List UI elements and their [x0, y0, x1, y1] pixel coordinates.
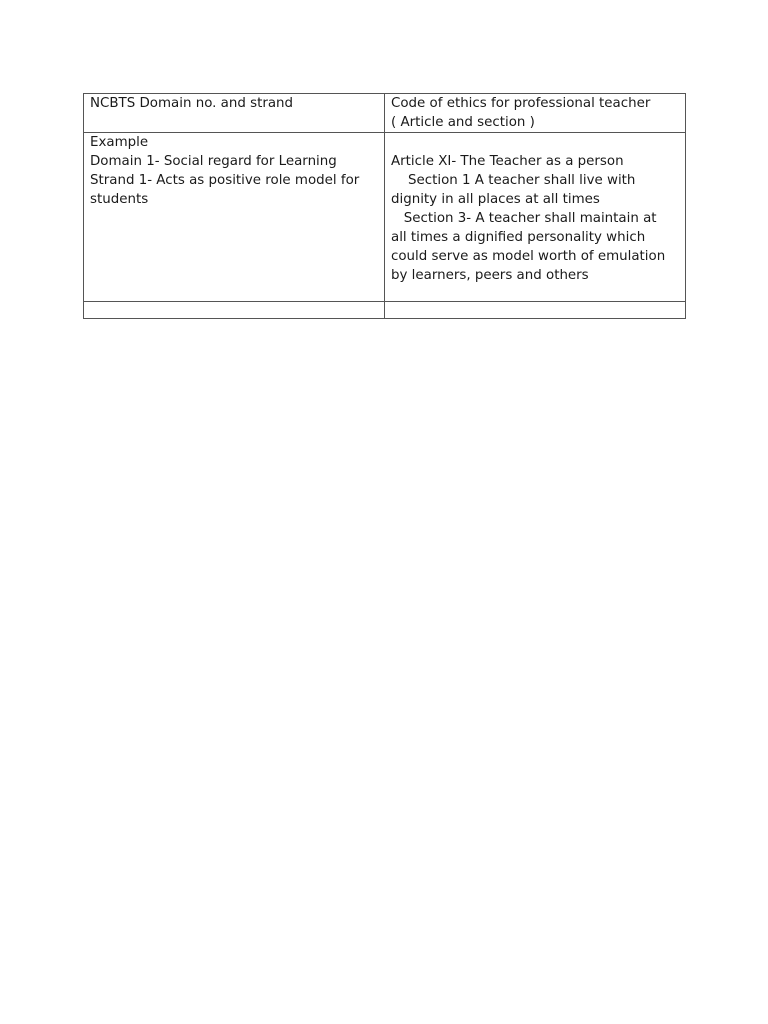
- text-line: by learners, peers and others: [391, 268, 589, 283]
- table-row: [84, 133, 686, 302]
- blank-line: [391, 133, 679, 152]
- text-line: Example: [90, 135, 149, 150]
- empty-cell-left: [84, 302, 385, 319]
- header-ncbts-text: NCBTS Domain no. and strand: [90, 96, 294, 111]
- text-line: Section 3- A teacher shall maintain at: [391, 211, 657, 226]
- ethics-table: [83, 93, 686, 319]
- table-row-empty: [84, 302, 686, 319]
- text-line: students: [90, 192, 149, 207]
- cell-domain-strand: [84, 133, 385, 302]
- cell-article-section: [385, 133, 686, 302]
- text-line: dignity in all places at all times: [391, 192, 600, 207]
- header-cell-ncbts: [84, 94, 385, 133]
- text-line: Section 1 A teacher shall live with: [391, 173, 636, 188]
- text-line: all times a dignified personality which: [391, 230, 646, 245]
- text-line: Domain 1- Social regard for Learning: [90, 154, 337, 169]
- empty-cell-right: [385, 302, 686, 319]
- header-code-line-1: Code of ethics for professional teacher: [391, 96, 651, 111]
- header-cell-code-of-ethics: [385, 94, 686, 133]
- text-line: Article XI- The Teacher as a person: [391, 154, 624, 169]
- table-header-row: [84, 94, 686, 133]
- text-line: Strand 1- Acts as positive role model for: [90, 173, 360, 188]
- header-code-line-2: ( Article and section ): [391, 115, 535, 130]
- text-line: could serve as model worth of emulation: [391, 249, 666, 264]
